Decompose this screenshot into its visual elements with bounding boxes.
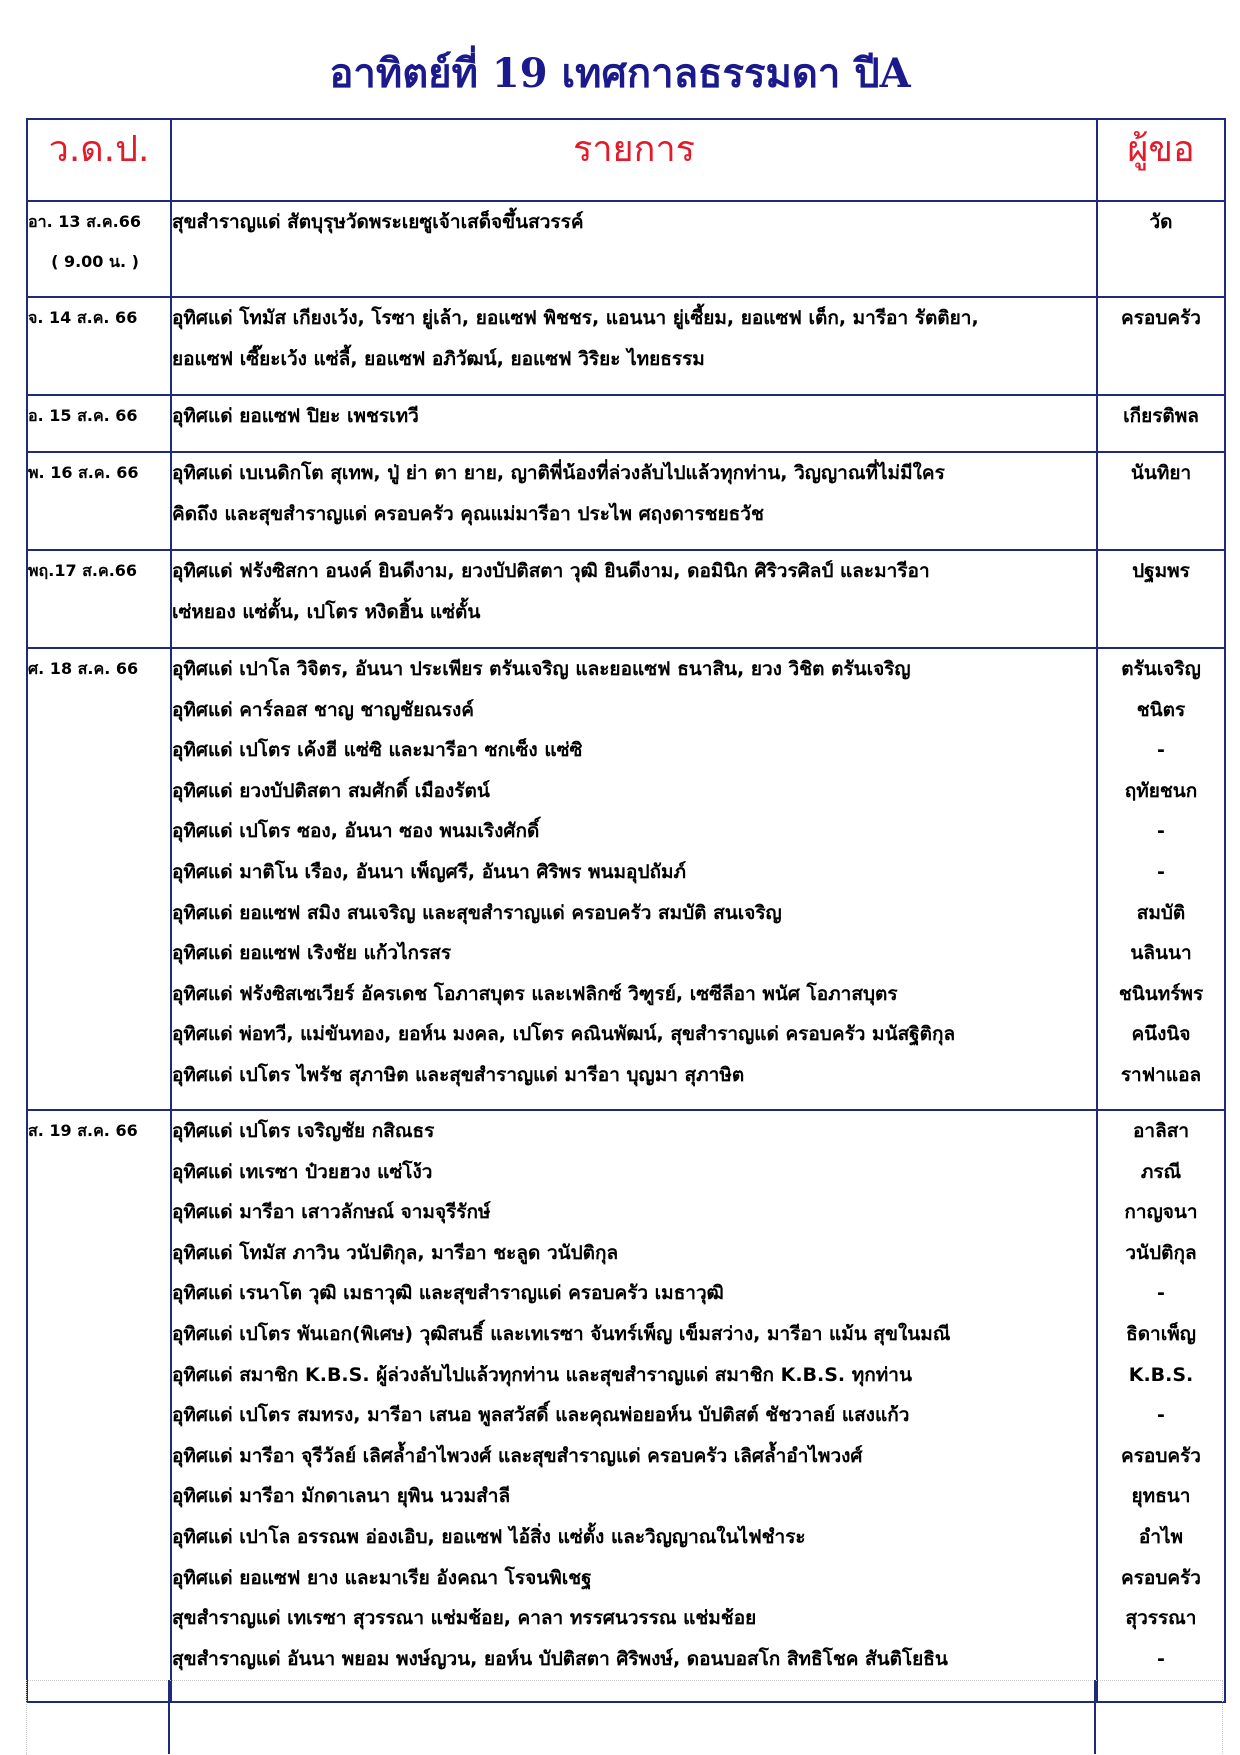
mass-intention-table [26,118,1226,1703]
requester-name: อำไพ [1138,1525,1184,1548]
requester-name: - [1157,739,1165,762]
intention-cell [171,550,1097,648]
intention-line: อุทิศแด่ เปโตร ซอง, อันนา ซอง พนมเริงศักดิ์ [172,820,540,843]
intention-line: สุขสำราญแด่ อันนา พยอม พงษ์ญวน, ยอห์น บัปติสตา ศิริพงษ์, ดอนบอสโก สิทธิโชค สันติโยธิน [172,1647,948,1670]
intention-cell [171,297,1097,395]
intention-line: อุทิศแด่ โทมัส ภาวิน วนัปติกุล, มารีอา ชะลูด วนัปติกุล [172,1241,619,1264]
intention-line: อุทิศแด่ เปโตร สมทรง, มารีอา เสนอ พูลสวัสดิ์ และคุณพ่อยอห์น บัปติสต์ ชัชวาลย์ แสงแก้ว [172,1404,910,1427]
requester-cell [1097,395,1225,452]
requester-name: - [1157,1282,1165,1305]
requester-cell [1097,452,1225,550]
intention-line: อุทิศแด่ เปาโล วิจิตร, อันนา ประเพียร ตรันเจริญ และยอแซฟ ธนาสิน, ยวง วิชิต ตรันเจริญ [172,658,911,680]
date-text: ศ. 18 ส.ค. 66 [28,659,139,678]
requester-name: ตรันเจริญ [1121,658,1201,680]
requester-cell [1097,201,1225,297]
date-cell [27,395,171,452]
requester-name: สมบัติ [1136,901,1186,924]
intention-line: อุทิศแด่ คาร์ลอส ชาญ ชาญชัยณรงค์ [172,698,475,721]
date-cell [27,1110,171,1702]
table-row [27,648,1225,1110]
date-cell [27,550,171,648]
intention-line: อุทิศแด่ เปาโล อรรณพ อ่องเอิบ, ยอแซฟ ไอ้สิ่ง แซ่ตั้ง และวิญญาณในไฟชำระ [172,1525,806,1548]
date-text: ส. 19 ส.ค. 66 [28,1121,138,1140]
requester-name: ธิดาเพ็ญ [1126,1322,1196,1345]
requester-name: นลินนา [1130,942,1192,965]
requester-name: ชนินทร์พร [1118,982,1204,1005]
requester-name: - [1157,1647,1165,1670]
next-page-table-edge [1222,1680,1224,1754]
date-text: พฤ.17 ส.ค.66 [28,561,138,580]
date-cell [27,648,171,1110]
date-cell [27,452,171,550]
intention-line: สุขสำราญแด่ สัตบุรุษวัดพระเยซูเจ้าเสด็จขึ้นสวรรค์ [172,211,584,233]
intention-line: อุทิศแด่ ยวงบัปติสตา สมศักดิ์ เมืองรัตน์ [172,779,490,802]
intention-line: อุทิศแด่ มารีอา เสาวลักษณ์ จามจุรีรักษ์ [172,1201,491,1224]
requester-name: - [1157,820,1165,843]
requester-name: ครอบครัว [1121,1566,1201,1589]
requester-name: ปฐมพร [1132,560,1190,582]
intention-cell [171,201,1097,297]
intention-line: อุทิศแด่ มารีอา มักดาเลนา ยุพิน นวมสำลี [172,1485,511,1508]
intention-line: อุทิศแด่ ยอแซฟ สมิง สนเจริญ และสุขสำราญแด่ ครอบครัว สมบัติ สนเจริญ [172,901,782,924]
header-row [27,119,1225,201]
intention-line: อุทิศแด่ เปโตร เค้งฮี แซ่ซิ และมารีอา ซกเซ็ง แซ่ซิ [172,739,583,762]
requester-name: - [1157,860,1165,883]
header-item: รายการ [171,119,1097,201]
requester-name: วนัปติกุล [1125,1241,1197,1264]
requester-cell [1097,1110,1225,1702]
date-text: อ. 15 ส.ค. 66 [28,406,138,425]
intention-line: อุทิศแด่ เปโตร เจริญชัย กสิณธร [172,1120,435,1142]
table-row [27,452,1225,550]
requester-cell [1097,550,1225,648]
requester-cell [1097,297,1225,395]
intention-cell [171,395,1097,452]
intention-cell [171,452,1097,550]
table-row [27,297,1225,395]
date-text: จ. 14 ส.ค. 66 [28,308,138,327]
requester-cell [1097,648,1225,1110]
next-page-column-divider [1094,1680,1096,1754]
date-text: อา. 13 ส.ค.66 [28,212,141,231]
intention-cell [171,648,1097,1110]
requester-name: - [1157,1404,1165,1427]
intention-cell [171,1110,1097,1702]
requester-name: ครอบครัว [1121,307,1201,329]
intention-line: อุทิศแด่ โทมัส เกียงเว้ง, โรซา ยู่เล้า, ยอแซฟ พิชชร, แอนนา ยู่เซี้ยม, ยอแซฟ เต็ก, มารีอา รัตติยา, [172,307,979,329]
header-date: ว.ด.ป. [27,119,171,201]
header-requester: ผู้ขอ [1097,119,1225,201]
intention-line: อุทิศแด่ เปโตร ไพรัช สุภาษิต และสุขสำราญแด่ มารีอา บุญมา สุภาษิต [172,1063,745,1086]
requester-name: ราฟาแอล [1120,1063,1202,1086]
intention-line: อุทิศแด่ ฟรังซิสกา อนงค์ ยินดีงาม, ยวงบัปติสตา วุฒิ ยินดีงาม, ดอมินิก ศิริวรศิลป์ และมารีอา [172,560,930,582]
intention-line: อุทิศแด่ มาติโน เรือง, อันนา เพ็ญศรี, อันนา ศิริพร พนมอุปถัมภ์ [172,860,687,883]
table-row [27,1110,1225,1702]
intention-line: อุทิศแด่ เบเนดิกโต สุเทพ, ปู่ ย่า ตา ยาย, ญาติพี่น้องที่ล่วงลับไปแล้วทุกท่าน, วิญญาณที่ไม่มีใคร [172,462,945,484]
intention-line: อุทิศแด่ เทเรซา ป๋วยฮวง แซ่โง้ว [172,1160,433,1183]
next-page-table-edge [26,1680,1223,1755]
intention-line: คิดถึง และสุขสำราญแด่ ครอบครัว คุณแม่มารีอา ประไพ ศฤงดารชยธวัช [172,502,764,525]
requester-name: ชนิตร [1136,698,1186,721]
date-time-text: ( 9.00 น. ) [51,252,139,271]
intention-line: อุทิศแด่ ยอแซฟ ยาง และมาเรีย อังคณา โรจนพิเชฐ [172,1566,592,1589]
intention-line: อุทิศแด่ พ่อทวี, แม่ขันทอง, ยอห์น มงคล, เปโตร คณินพัฒน์, สุขสำราญแด่ ครอบครัว มนัสฐิติกุล [172,1023,956,1046]
requester-name: ครอบครัว [1121,1444,1201,1467]
requester-name: กาญจนา [1124,1201,1198,1224]
next-page-column-divider [168,1680,170,1754]
intention-line: อุทิศแด่ มารีอา จุรีวัลย์ เลิศล้ำอำไพวงศ์ และสุขสำราญแด่ ครอบครัว เลิศล้ำอำไพวงศ์ [172,1444,863,1467]
table-row [27,201,1225,297]
intention-line: สุขสำราญแด่ เทเรซา สุวรรณา แช่มช้อย, คาลา ทรรศนวรรณ แช่มช้อย [172,1607,757,1630]
date-cell [27,297,171,395]
date-cell [27,201,171,297]
requester-name: K.B.S. [1128,1363,1194,1386]
table-row [27,550,1225,648]
requester-name: เกียรติพล [1123,405,1199,427]
table-row [27,395,1225,452]
intention-line: ยอแซฟ เซี๊ยะเว้ง แซ่ลี้, ยอแซฟ อภิวัฒน์, ยอแซฟ วิริยะ ไทยธรรม [172,347,705,370]
requester-name: นันทิยา [1130,462,1192,484]
requester-name: ภรณี [1140,1160,1182,1183]
intention-line: อุทิศแด่ ฟรังซิสเซเวียร์ อัครเดช โอภาสบุตร และเฟลิกซ์ วิฑูรย์, เซซีลีอา พนัศ โอภาสบุตร [172,982,898,1005]
intention-line: อุทิศแด่ สมาชิก K.B.S. ผู้ล่วงลับไปแล้วทุกท่าน และสุขสำราญแด่ สมาชิก K.B.S. ทุกท่าน [172,1363,912,1386]
page-title: อาทิตย์ที่ 19 เทศกาลธรรมดา ปีA [329,50,911,97]
intention-line: อุทิศแด่ เปโตร พันเอก(พิเศษ) วุฒิสนธิ์ และเทเรซา จันทร์เพ็ญ เข็มสว่าง, มารีอา แม้น สุขในมณี [172,1322,951,1345]
requester-name: ฤทัยชนก [1124,779,1198,802]
intention-line: อุทิศแด่ ยอแซฟ ปิยะ เพชรเทวี [172,405,419,427]
requester-name: วัด [1149,211,1173,233]
intention-line: เซ่หยอง แซ่ตั้น, เปโตร หงิดฮิ้น แซ่ตั้น [172,600,481,623]
intention-line: อุทิศแด่ เรนาโต วุฒิ เมธาวุฒิ และสุขสำราญแด่ ครอบครัว เมธาวุฒิ [172,1282,724,1305]
requester-name: สุวรรณา [1125,1607,1197,1630]
requester-name: ยุทธนา [1131,1485,1191,1508]
requester-name: อาลิสา [1133,1120,1189,1142]
intention-line: อุทิศแด่ ยอแซฟ เริงชัย แก้วไกรสร [172,942,452,965]
requester-name: คนึงนิจ [1131,1023,1191,1046]
date-text: พ. 16 ส.ค. 66 [28,463,139,482]
